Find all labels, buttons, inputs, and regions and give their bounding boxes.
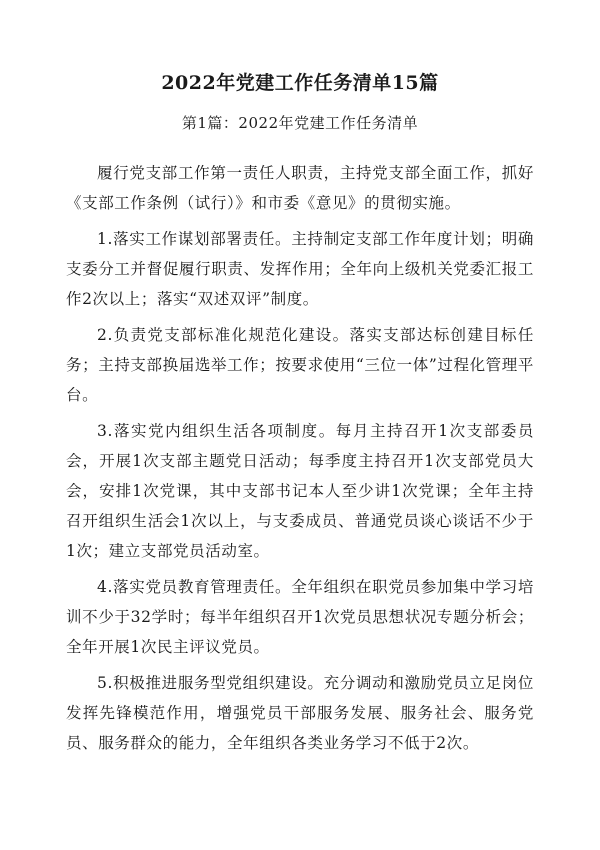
document-title: 2022年党建工作任务清单15篇: [161, 72, 439, 94]
document-subtitle: 第1篇：2022年党建工作任务清单: [181, 114, 419, 132]
paragraph-item-5: 5.积极推进服务型党组织建设。充分调动和激励党员立足岗位发挥先锋模范作用，增强党员干部服务发展、服务社会、服务党员、服务群众的能力，全年组织各类业务学习不低于2次。: [66, 674, 534, 752]
paragraph-item-3: 3.落实党内组织生活各项制度。每月主持召开1次支部委员会，开展1次支部主题党日活动；每季度主持召开1次支部党员大会，安排1次党课，其中支部书记本人至少讲1次党课；全年主持召开组织生活会1次以上，与支委成员、普通党员谈心谈话不少于1次；建立支部党员活动室。: [66, 422, 534, 560]
paragraph-item-2: 2.负责党支部标准化规范化建设。落实支部达标创建目标任务；主持支部换届选举工作；按要求使用“三位一体”过程化管理平台。: [66, 326, 534, 404]
paragraph-intro: 履行党支部工作第一责任人职责，主持党支部全面工作，抓好《支部工作条例（试行）》和市委《意见》的贯彻实施。: [66, 164, 534, 212]
paragraph-item-1: 1.落实工作谋划部署责任。主持制定支部工作年度计划；明确支委分工并督促履行职责、发挥作用；全年向上级机关党委汇报工作2次以上；落实“双述双评”制度。: [66, 230, 534, 308]
paragraph-item-4: 4.落实党员教育管理责任。全年组织在职党员参加集中学习培训不少于32学时；每半年组织召开1次党员思想状况专题分析会；全年开展1次民主评议党员。: [66, 578, 534, 656]
